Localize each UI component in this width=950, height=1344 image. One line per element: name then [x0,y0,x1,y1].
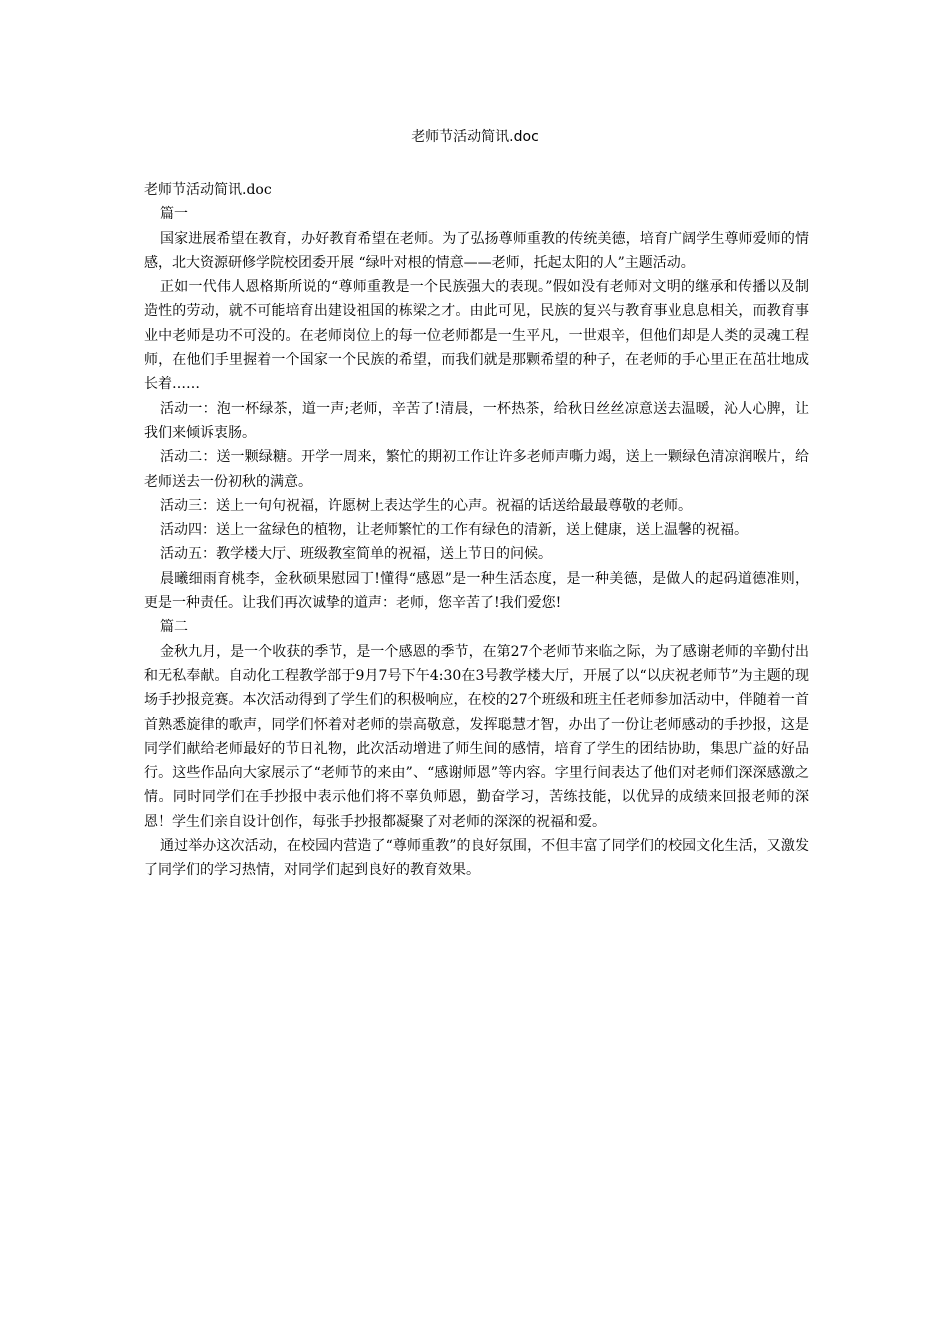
activity-2-paragraph: 活动二：送一颗绿糖。开学一周来，繁忙的期初工作让许多老师声嘶力竭，送上一颗绿色清凉润喉片，给老师送去一份初秋的满意。 [144,449,809,490]
activity-5-paragraph: 活动五：教学楼大厅、班级教室简单的祝福，送上节日的问候。 [160,546,552,563]
section-heading-1: 篇一 [160,206,188,223]
paragraph: 晨曦细雨育桃李，金秋硕果慰园丁!懂得“感恩”是一种生活态度，是一种美德，是做人的起码道德准则，更是一种责任。让我们再次诚挚的道声：老师，您辛苦了!我们爱您! [144,570,809,612]
document-body [144,178,809,883]
paragraph: 通过举办这次活动，在校园内营造了“尊师重教”的良好氛围，不但丰富了同学们的校园文化生活，又激发了同学们的学习热情，对同学们起到良好的教育效果。 [144,838,809,879]
document-title: 老师节活动简讯.doc [144,182,272,198]
paragraph: 国家进展希望在教育，办好教育希望在老师。为了弘扬尊师重教的传统美德，培育广阔学生尊师爱师的情感，北大资源研修学院校团委开展 “绿叶对根的情意——老师，托起太阳的人”主题活动。 [144,230,809,271]
activity-1-paragraph: 活动一：泡一杯绿茶，道一声;老师，辛苦了!清晨，一杯热茶，给秋日丝丝凉意送去温暖，沁人心脾，让我们来倾诉衷肠。 [144,400,809,441]
section-heading-2: 篇二 [160,619,188,636]
activity-4-paragraph: 活动四：送上一盆绿色的植物，让老师繁忙的工作有绿色的清新，送上健康，送上温馨的祝福。 [160,522,748,539]
paragraph: 金秋九月，是一个收获的季节，是一个感恩的季节，在第27个老师节来临之际，为了感谢老师的辛勤付出和无私奉献。自动化工程教学部于9月7号下午4:30在3号教学楼大厅，开展了以“以庆祝老师节”为主题的现场手抄报竞赛。本次活动得到了学生们的积极响应，在校的27个班级和班主任老师参加活动中，伴随着一首首熟悉旋律的歌声，同学们怀着对老师的崇高敬意，发挥聪慧才智，办出了一份让老师感动的手抄报，这是同学们献给老师最好的节日礼物，此次活动增进了师生间的感情，培育了学生的团结协助，集思广益的好品行。这些作品向大家展示了“老师节的来由”、“感谢师恩”等内容。字里行间表达了他们对老师们深深感激之情。同时同学们在手抄报中表示他们将不辜负师恩，勤奋学习，苦练技能，以优异的成绩来回报老师的深恩！学生们亲自设计创作，每张手抄报都凝聚了对老师的深深的祝福和爱。 [144,643,809,830]
activity-3-paragraph: 活动三：送上一句句祝福，许愿树上表达学生的心声。祝福的话送给最最尊敬的老师。 [160,497,692,514]
page-header-title: 老师节活动简讯.doc [411,129,539,145]
paragraph: 正如一代伟人恩格斯所说的“尊师重教是一个民族强大的表现。”假如没有老师对文明的继承和传播以及制造性的劳动，就不可能培育出建设祖国的栋梁之才。由此可见，民族的复兴与教育事业息息相关，而教育事业中老师是功不可没的。在老师岗位上的每一位老师都是一生平凡，一世艰辛，但他们却是人类的灵魂工程师，在他们手里握着一个国家一个民族的希望，而我们就是那颗希望的种子，在老师的手心里正在茁壮地成长着…… [144,279,809,393]
